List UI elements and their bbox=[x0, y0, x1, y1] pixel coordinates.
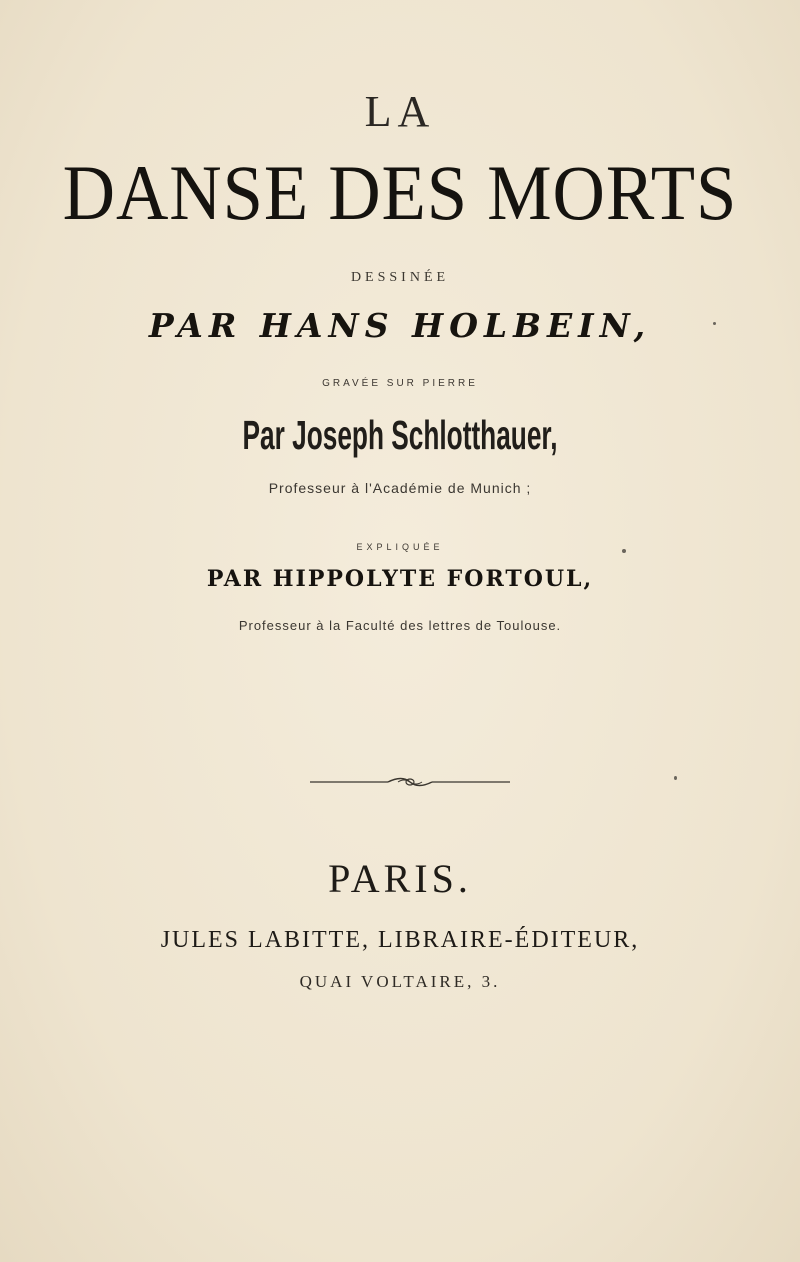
dessinee-label: DESSINÉE bbox=[350, 270, 450, 285]
ornament-divider bbox=[310, 772, 510, 792]
imprint-publisher: JULES LABITTE, LIBRAIRE-ÉDITEUR, bbox=[160, 927, 640, 953]
paper-speck bbox=[622, 549, 626, 553]
imprint-address: QUAI VOLTAIRE, 3. bbox=[299, 972, 501, 991]
title-article: LA bbox=[364, 87, 436, 136]
artist-line: PAR HANS HOLBEIN, bbox=[148, 306, 652, 345]
expliquee-label: EXPLIQUÉE bbox=[356, 542, 444, 552]
gravee-label: GRAVÉE SUR PIERRE bbox=[322, 378, 478, 389]
paper-speck bbox=[713, 322, 716, 325]
engraver-line: Par Joseph Schlotthauer, bbox=[242, 412, 558, 458]
author-title: Professeur à la Faculté des lettres de Toulouse. bbox=[238, 618, 562, 633]
imprint-city: PARIS. bbox=[328, 856, 472, 901]
author-line: PAR HIPPOLYTE FORTOUL, bbox=[206, 566, 594, 592]
main-title: DANSE DES MORTS bbox=[62, 149, 738, 236]
engraver-title: Professeur à l'Académie de Munich ; bbox=[268, 480, 532, 496]
paper-speck bbox=[674, 776, 677, 780]
